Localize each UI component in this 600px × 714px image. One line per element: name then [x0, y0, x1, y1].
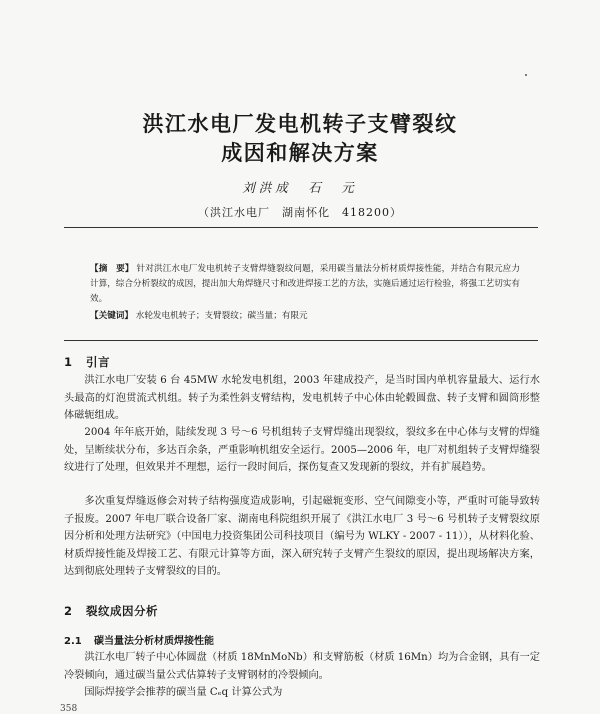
section-1-paragraph-3: 多次重复焊缝返修会对转子结构强度造成影响，引起磁轭变形、空气间隙变小等，严重时可能导致转子报废。2007 年电厂联合设备厂家、湖南电科院组织开展了《洪江水电厂 3 号～6 号机转子支臂裂纹原因分析和处理方法研究》（中国电力投资集团公司科技项目（编号为 WLKY - 2007 - 11）），从材料化验、材质焊接性能及焊接工艺、有限元计算等方面，深入研究转子支臂产生裂纹的原因，提出现场解决方案，达到彻底处理转子支臂裂纹的目的。	[64, 496, 540, 578]
abstract-text: 针对洪江水电厂发电机转子支臂焊缝裂纹问题，采用碳当量法分析材质焊接性能，并结合有限元应力计算，综合分析裂纹的成因，提出加大角焊缝尺寸和改进焊接工艺的方法，实施后通过运行检验，将强工艺切实有效。	[90, 264, 520, 304]
header-rule-bottom	[64, 340, 538, 341]
subsection-2-1-paragraph-1: 洪江水电厂转子中心体圆盘（材质 18MnMoNb）和支臂筋板（材质 16Mn）均为合金钢，具有一定冷裂倾向，通过碳当量公式估算转子支臂钢材的冷裂倾向。	[64, 652, 540, 681]
section-1-paragraph-1: 洪江水电厂安装 6 台 45MW 水轮发电机组，2003 年建成投产，是当时国内单机容量最大、运行水头最高的灯泡贯流式机组。转子为柔性斜支臂结构，发电机转子中心体由轮毂圆盘、转子支臂和圆筒形整体磁轭组成。	[64, 375, 540, 422]
abstract	[90, 262, 520, 307]
section-1-paragraph-2: 2004 年年底开始，陆续发现 3 号～6 号机组转子支臂焊缝出现裂纹，裂纹多在中心体与支臂的焊缝处，呈断续状分布，多达百余条，严重影响机组安全运行。2005—2006 年，电厂对机组转子支臂焊缝裂纹进行了处理，但效果并不理想，运行一段时间后，探伤复查又发现新的裂纹，并有扩展趋势。	[64, 427, 540, 474]
section-2-number: 2	[64, 604, 73, 618]
section-2-heading	[64, 603, 158, 619]
section-1-title: 引言	[86, 355, 110, 369]
subsection-2-1-paragraph-2: 国际焊接学会推荐的碳当量 Cₑq 计算公式为	[84, 687, 283, 698]
section-2-title: 裂纹成因分析	[86, 604, 158, 618]
title-line-1: 洪江水电厂发电机转子支臂裂纹	[142, 112, 458, 136]
abstract-label: 【摘 要】	[90, 264, 134, 274]
section-1-heading	[64, 354, 110, 370]
page-number: 358	[60, 704, 78, 714]
affiliation: （洪江水电厂 湖南怀化 418200）	[198, 206, 402, 219]
title-line-2: 成因和解决方案	[221, 141, 379, 165]
keywords	[90, 309, 520, 324]
header-rule-top	[64, 227, 538, 228]
subsection-2-1-title: 碳当量法分析材质焊接性能	[94, 636, 214, 647]
authors: 刘洪成 石 元	[242, 180, 358, 195]
keywords-label: 【关键词】	[90, 311, 133, 321]
section-1-number: 1	[64, 355, 73, 369]
subsection-2-1-heading	[64, 632, 214, 647]
subsection-2-1-number: 2.1	[64, 636, 82, 647]
page-speck	[525, 74, 527, 76]
keywords-text: 水轮发电机转子；支臂裂纹；碳当量；有限元	[135, 311, 308, 321]
